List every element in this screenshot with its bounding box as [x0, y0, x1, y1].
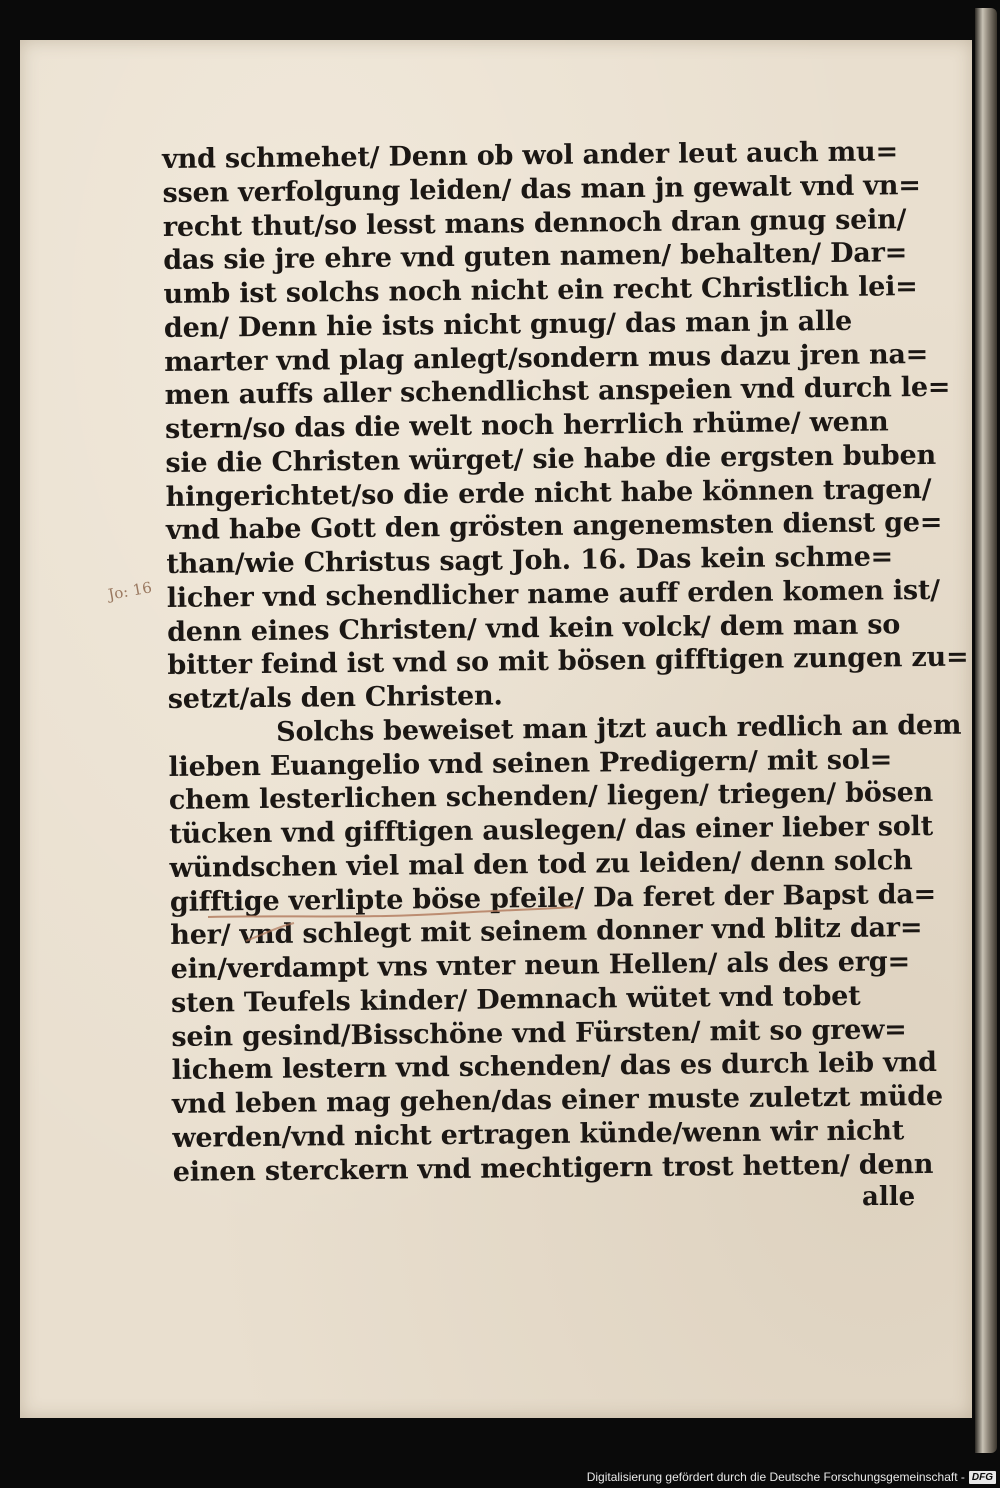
text-line: stern/so das die welt noch herrlich rhüme/ wenn — [164, 406, 889, 445]
text-line: chem lesterlichen schenden/ liegen/ triegen/ bösen — [168, 777, 934, 817]
text-line: gifftige verlipte böse pfeile/ Da feret der Bapst da= — [169, 878, 937, 918]
text-line: vnd schmehet/ Denn ob wol ander leut auch mu= — [162, 136, 899, 175]
text-line: den/ Denn hie ists nicht gnug/ das man jn alle — [163, 305, 853, 344]
text-line: than/wie Christus sagt Joh. 16. Das kein schme= — [166, 541, 894, 580]
catchword: alle — [862, 1182, 916, 1212]
text-line: licher vnd schendlicher name auff erden komen ist/ — [166, 574, 941, 614]
text-line: vnd habe Gott den grösten angenemsten dienst ge= — [165, 507, 943, 547]
text-line: lieben Euangelio vnd seinen Predigern/ mit sol= — [168, 743, 893, 783]
text-line: das sie jre ehre vnd guten namen/ behalten/ Dar= — [163, 237, 908, 277]
text-line: wündschen viel mal den tod zu leiden/ denn solch — [169, 844, 913, 884]
text-line: umb ist solchs noch nicht ein recht Christlich lei= — [163, 271, 918, 310]
text-line: ssen verfolgung leiden/ das man jn gewalt vnd vn= — [162, 169, 921, 209]
text-line: einen sterckern vnd mechtigern trost hetten/ denn — [172, 1148, 934, 1188]
text-line: denn eines Christen/ vnd kein volck/ dem man so — [166, 608, 901, 648]
text-line: marter vnd plag anlegt/sondern mus dazu jren na= — [164, 338, 929, 378]
paragraph-start-line: Solchs beweiset man jtzt auch redlich an dem — [276, 709, 962, 748]
text-line: werden/vnd nicht ertragen künde/wenn wir nicht — [172, 1115, 905, 1154]
text-line: sein gesind/Bisschöne vnd Fürsten/ mit so grew= — [171, 1013, 907, 1053]
page-text — [162, 135, 969, 1189]
text-line: bitter feind ist vnd so mit bösen gifftigen zungen zu= — [167, 641, 969, 682]
footer-credit-bar — [0, 1466, 996, 1488]
footer-credit-text: Digitalisierung gefördert durch die Deutsche Forschungsgemeinschaft - — [586, 1470, 965, 1484]
text-line: sie die Christen würget/ sie habe die ergsten buben — [165, 439, 937, 479]
margin-annotation: Jo: 16 — [106, 578, 154, 604]
text-line: ein/verdampt vns vnter neun Hellen/ als des erg= — [170, 946, 911, 985]
text-line: hingerichtet/so die erde nicht habe können tragen/ — [165, 473, 932, 513]
text-line: recht thut/so lesst mans dennoch dran gnug sein/ — [162, 203, 907, 243]
text-line: men auffs aller schendlichst anspeien vnd durch le= — [164, 372, 951, 412]
dfg-logo: DFG — [969, 1471, 996, 1484]
handwritten-underline — [206, 903, 576, 943]
text-line: her/ vnd schlegt mit seinem donner vnd blitz dar= — [170, 912, 923, 952]
book-edge — [975, 8, 997, 1453]
text-line: tücken vnd gifftigen auslegen/ das einer lieber solt — [169, 810, 934, 850]
text-line: vnd leben mag gehen/das einer muste zuletzt müde — [171, 1080, 944, 1120]
text-line: setzt/als den Christen. — [167, 680, 503, 715]
text-line: lichem lestern vnd schenden/ das es durch leib vnd — [171, 1047, 937, 1087]
text-line: sten Teufels kinder/ Demnach wütet vnd tobet — [170, 980, 861, 1019]
